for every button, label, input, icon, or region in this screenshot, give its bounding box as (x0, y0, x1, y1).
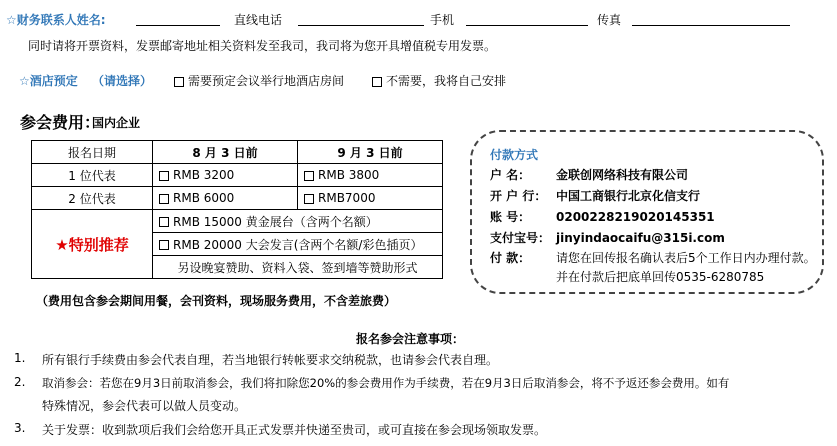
table-row (32, 187, 443, 210)
fees-note: （费用包含参会期间用餐，会刊资料，现场服务费用，不含差旅费） (36, 294, 397, 308)
checkbox-icon[interactable] (174, 77, 184, 87)
hotel-option-no-label: 不需要，我将自己安排 (386, 74, 507, 88)
price-value: RMB 3200 (173, 168, 235, 182)
price-value: RMB7000 (318, 191, 376, 205)
notice-number: 2. (14, 375, 26, 389)
fees-table (31, 140, 443, 279)
payment-method-row (490, 249, 816, 266)
mobile-field[interactable] (466, 12, 588, 26)
payment-row-label: 付 款： (490, 251, 531, 265)
notice-number: 3. (14, 421, 26, 435)
notice-item: 关于发票：收到款项后我们会给您开具正式发票并快递至贵司，或可直接在参会现场领取发票。 (42, 423, 547, 437)
payment-row (490, 187, 700, 204)
table-row (32, 210, 443, 233)
finance-contact-label: ☆财务联系人姓名: (6, 13, 106, 27)
header-date: 报名日期 (32, 141, 153, 164)
payment-row-value: 0200228219020145351 (556, 210, 715, 224)
checkbox-icon[interactable] (159, 194, 169, 204)
fax-field[interactable] (632, 12, 790, 26)
checkbox-icon[interactable] (159, 171, 169, 181)
sponsor-option[interactable] (153, 210, 443, 233)
payment-box (470, 130, 824, 294)
invoice-instruction: 同时请将开票资料，发票邮寄地址相关资料发至我司，我司将为您开具增值税专用发票。 (28, 39, 497, 53)
price-cell[interactable] (298, 164, 443, 187)
price-cell[interactable] (153, 164, 298, 187)
row-label: 2 位代表 (32, 187, 153, 210)
phone-label: 直线电话 (234, 13, 283, 27)
fees-subtitle: 国内企业 (92, 116, 141, 130)
payment-title: 付款方式 (490, 148, 539, 162)
table-row (32, 141, 443, 164)
hotel-option-need[interactable] (172, 72, 344, 89)
checkbox-icon[interactable] (159, 240, 169, 250)
price-value: RMB 6000 (173, 191, 235, 205)
fax-label: 传真 (597, 13, 622, 27)
payment-row (490, 208, 715, 225)
price-cell[interactable] (153, 187, 298, 210)
sponsor-option[interactable] (153, 233, 443, 256)
special-recommend-label: ★特别推荐 (32, 210, 153, 279)
row-label: 1 位代表 (32, 164, 153, 187)
payment-row (490, 229, 725, 246)
payment-row-label: 开 户 行： (490, 189, 547, 203)
hotel-choose-hint: （请选择） (92, 74, 153, 88)
payment-row-value: 中国工商银行北京化信支行 (556, 189, 701, 203)
checkbox-icon[interactable] (372, 77, 382, 87)
hotel-option-no[interactable] (370, 72, 506, 89)
checkbox-icon[interactable] (304, 171, 314, 181)
checkbox-icon[interactable] (159, 217, 169, 227)
fees-title: 参会费用： (20, 113, 101, 132)
sponsor-option-label: RMB 15000 黄金展台（含两个名额） (173, 214, 378, 229)
payment-row-value: jinyindaocaifu@315i.com (556, 231, 725, 245)
payment-row-label: 户 名： (490, 168, 531, 182)
payment-row (490, 166, 688, 183)
sponsor-other: 另设晚宴赞助、资料入袋、签到墙等赞助形式 (153, 256, 443, 279)
notice-item-continued: 特殊情况，参会代表可以做人员变动。 (42, 399, 247, 413)
notice-item: 所有银行手续费由参会代表自理，若当地银行转帐要求交纳税款，也请参会代表自理。 (42, 353, 499, 367)
payment-row-value: 金联创网络科技有限公司 (556, 168, 689, 182)
mobile-label: 手机 (430, 13, 455, 27)
header-before-sep: 9 月 3 日前 (298, 141, 443, 164)
notice-item: 取消参会：若您在9月3日前取消参会，我们将扣除您20%的参会费用作为手续费，若在9月3日后取消参会，将不予返还参会费用。如有 (42, 376, 730, 390)
notice-number: 1. (14, 351, 26, 365)
table-row (32, 164, 443, 187)
price-value: RMB 3800 (318, 168, 380, 182)
sponsor-option-label: RMB 20000 大会发言(含两个名额/彩色插页） (173, 237, 423, 252)
header-before-aug: 8 月 3 日前 (153, 141, 298, 164)
contact-name-field[interactable] (136, 12, 220, 26)
checkbox-icon[interactable] (304, 194, 314, 204)
notice-title: 报名参会注意事项： (356, 332, 465, 346)
payment-method-text: 请您在回传报名确认表后5个工作日内办理付款。 (556, 251, 816, 265)
payment-method-text-2: 并在付款后把底单回传0535-6280785 (556, 270, 765, 284)
payment-row-label: 支付宝号： (490, 231, 551, 245)
phone-field[interactable] (298, 12, 424, 26)
hotel-label: ☆酒店预定 (19, 74, 78, 88)
payment-row-label: 账 号： (490, 210, 531, 224)
hotel-option-need-label: 需要预定会议举行地酒店房间 (188, 74, 345, 88)
price-cell[interactable] (298, 187, 443, 210)
